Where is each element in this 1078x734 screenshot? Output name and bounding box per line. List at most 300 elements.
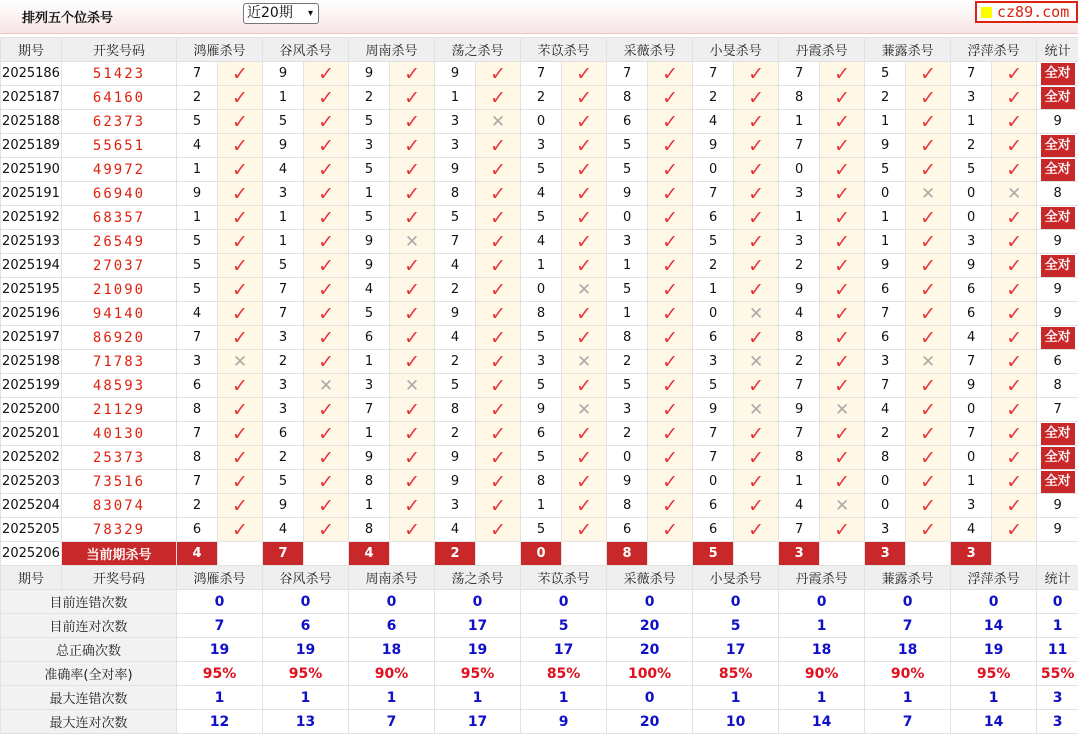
- check-icon: ✓: [218, 110, 263, 134]
- check-icon: ✓: [390, 110, 435, 134]
- check-icon: ✓: [390, 206, 435, 230]
- check-icon: ✓: [476, 494, 521, 518]
- stats-total: 55%: [1037, 662, 1078, 686]
- current-kill-number: 0: [521, 542, 562, 566]
- kill-number-cell: 5: [693, 230, 734, 254]
- check-icon: ✓: [648, 350, 693, 374]
- check-icon: ✓: [648, 182, 693, 206]
- check-icon: ✓: [992, 494, 1037, 518]
- chevron-down-icon: ▾: [308, 4, 313, 23]
- check-icon: ✓: [820, 158, 865, 182]
- stats-value: 1: [779, 614, 865, 638]
- col-header-expert[interactable]: 谷风杀号: [263, 566, 349, 590]
- all-correct-badge: 全对: [1041, 135, 1075, 157]
- kill-number-cell: 9: [349, 230, 390, 254]
- check-icon: ✓: [562, 326, 607, 350]
- page-title: 排列五个位杀号: [22, 7, 113, 26]
- kill-number-cell: 3: [779, 182, 820, 206]
- stats-value: 7: [865, 710, 951, 734]
- kill-number-cell: 2: [263, 350, 304, 374]
- stats-value: 95%: [177, 662, 263, 686]
- check-icon: ✓: [390, 398, 435, 422]
- kill-number-cell: 6: [349, 326, 390, 350]
- draw-number-cell: 55651: [62, 134, 177, 158]
- check-icon: ✓: [992, 518, 1037, 542]
- kill-number-cell: 7: [951, 62, 992, 86]
- check-icon: ✓: [562, 62, 607, 86]
- kill-number-cell: 6: [263, 422, 304, 446]
- table-row: [1, 350, 1078, 374]
- kill-number-cell: 2: [607, 350, 648, 374]
- draw-number-cell: 94140: [62, 302, 177, 326]
- check-icon: ✓: [390, 422, 435, 446]
- kill-number-cell: 4: [779, 302, 820, 326]
- check-icon: ✓: [906, 470, 951, 494]
- stats-value: 5: [521, 614, 607, 638]
- check-icon: ✓: [734, 134, 779, 158]
- site-logo[interactable]: [975, 1, 1078, 23]
- kill-number-cell: 2: [435, 422, 476, 446]
- check-icon: ✓: [820, 470, 865, 494]
- col-header-expert[interactable]: 周南杀号: [349, 566, 435, 590]
- issue-cell: 2025188: [1, 110, 62, 134]
- stats-value: 1: [263, 686, 349, 710]
- check-icon: ✓: [562, 302, 607, 326]
- col-header-stat: 统计: [1037, 38, 1078, 62]
- stats-value: 14: [951, 710, 1037, 734]
- col-header-expert[interactable]: 荡之杀号: [435, 566, 521, 590]
- kill-number-cell: 6: [177, 374, 218, 398]
- check-icon: ✓: [992, 206, 1037, 230]
- check-icon: ✓: [734, 62, 779, 86]
- check-icon: ✓: [648, 326, 693, 350]
- kill-number-cell: 7: [177, 422, 218, 446]
- check-icon: ✓: [218, 182, 263, 206]
- kill-number-cell: 9: [779, 398, 820, 422]
- col-header-expert[interactable]: 周南杀号: [349, 38, 435, 62]
- issue-cell: 2025187: [1, 86, 62, 110]
- kill-number-cell: 5: [607, 134, 648, 158]
- issue-cell: 2025190: [1, 158, 62, 182]
- blank-cell: [906, 542, 951, 566]
- check-icon: ✓: [304, 350, 349, 374]
- check-icon: ✓: [734, 254, 779, 278]
- cross-icon: ✕: [390, 230, 435, 254]
- issue-cell: 2025199: [1, 374, 62, 398]
- check-icon: ✓: [820, 182, 865, 206]
- kill-number-cell: 2: [435, 350, 476, 374]
- col-header-expert[interactable]: 谷风杀号: [263, 38, 349, 62]
- stats-value: 18: [865, 638, 951, 662]
- cross-icon: ✕: [734, 350, 779, 374]
- col-header-expert[interactable]: 采薇杀号: [607, 566, 693, 590]
- current-kill-number: 5: [693, 542, 734, 566]
- check-icon: ✓: [734, 470, 779, 494]
- stats-value: 6: [349, 614, 435, 638]
- all-correct-badge: 全对: [1041, 159, 1075, 181]
- col-header-expert[interactable]: 鸿雁杀号: [177, 566, 263, 590]
- stats-row: [1, 710, 1078, 734]
- issue-cell: 2025196: [1, 302, 62, 326]
- check-icon: ✓: [476, 470, 521, 494]
- all-correct-badge: 全对: [1041, 255, 1075, 277]
- kill-number-cell: 2: [521, 86, 562, 110]
- cross-icon: ✕: [906, 182, 951, 206]
- kill-number-cell: 5: [349, 206, 390, 230]
- stats-value: 7: [865, 614, 951, 638]
- stats-value: 10: [693, 710, 779, 734]
- check-icon: ✓: [304, 278, 349, 302]
- check-icon: ✓: [648, 86, 693, 110]
- check-icon: ✓: [734, 278, 779, 302]
- stat-cell: 9: [1037, 278, 1078, 302]
- stats-value: 95%: [435, 662, 521, 686]
- col-header-expert[interactable]: 蒹露杀号: [865, 38, 951, 62]
- kill-number-cell: 7: [177, 326, 218, 350]
- check-icon: ✓: [820, 518, 865, 542]
- draw-number-cell: 25373: [62, 446, 177, 470]
- check-icon: ✓: [992, 86, 1037, 110]
- kill-number-cell: 7: [177, 470, 218, 494]
- kill-number-cell: 2: [177, 494, 218, 518]
- check-icon: ✓: [562, 518, 607, 542]
- kill-number-cell: 7: [263, 278, 304, 302]
- kill-number-cell: 4: [521, 182, 562, 206]
- all-correct-badge: 全对: [1041, 207, 1075, 229]
- kill-number-cell: 7: [693, 62, 734, 86]
- check-icon: ✓: [218, 158, 263, 182]
- stats-value: 20: [607, 710, 693, 734]
- kill-number-cell: 9: [607, 470, 648, 494]
- kill-number-cell: 4: [951, 518, 992, 542]
- check-icon: ✓: [304, 302, 349, 326]
- kill-number-cell: 1: [435, 86, 476, 110]
- stats-label: 总正确次数: [1, 638, 177, 662]
- table-row: [1, 398, 1078, 422]
- top-bar: [0, 0, 1078, 34]
- draw-number-cell: 40130: [62, 422, 177, 446]
- stats-row: [1, 614, 1078, 638]
- kill-number-cell: 2: [263, 446, 304, 470]
- all-correct-badge: 全对: [1041, 327, 1075, 349]
- kill-number-cell: 7: [865, 302, 906, 326]
- check-icon: ✓: [218, 446, 263, 470]
- kill-number-cell: 0: [521, 110, 562, 134]
- kill-number-cell: 8: [521, 302, 562, 326]
- kill-number-cell: 3: [865, 350, 906, 374]
- stats-value: 85%: [693, 662, 779, 686]
- kill-number-cell: 7: [349, 398, 390, 422]
- stats-value: 14: [779, 710, 865, 734]
- kill-number-cell: 0: [693, 470, 734, 494]
- stats-value: 0: [349, 590, 435, 614]
- stats-value: 17: [435, 710, 521, 734]
- kill-number-cell: 0: [865, 470, 906, 494]
- cross-icon: ✕: [734, 302, 779, 326]
- kill-number-cell: 4: [865, 398, 906, 422]
- check-icon: ✓: [390, 182, 435, 206]
- kill-number-cell: 9: [693, 398, 734, 422]
- kill-number-cell: 5: [521, 158, 562, 182]
- kill-number-cell: 1: [263, 230, 304, 254]
- check-icon: ✓: [992, 470, 1037, 494]
- draw-number-cell: 78329: [62, 518, 177, 542]
- kill-number-cell: 4: [177, 302, 218, 326]
- kill-number-cell: 2: [435, 278, 476, 302]
- blank-cell: [734, 542, 779, 566]
- kill-number-cell: 1: [521, 494, 562, 518]
- table-row: [1, 62, 1078, 86]
- check-icon: ✓: [218, 230, 263, 254]
- stats-value: 0: [435, 590, 521, 614]
- col-header-expert[interactable]: 丹霞杀号: [779, 38, 865, 62]
- col-header-expert[interactable]: 小旻杀号: [693, 38, 779, 62]
- check-icon: ✓: [562, 158, 607, 182]
- check-icon: ✓: [304, 86, 349, 110]
- kill-number-cell: 2: [693, 86, 734, 110]
- draw-number-cell: 86920: [62, 326, 177, 350]
- kill-number-cell: 1: [951, 470, 992, 494]
- blank-cell: [390, 542, 435, 566]
- check-icon: ✓: [906, 446, 951, 470]
- check-icon: ✓: [992, 302, 1037, 326]
- kill-number-cell: 4: [263, 158, 304, 182]
- stats-value: 0: [607, 590, 693, 614]
- issue-cell: 2025191: [1, 182, 62, 206]
- issue-cell: 2025193: [1, 230, 62, 254]
- stats-value: 0: [521, 590, 607, 614]
- check-icon: ✓: [648, 422, 693, 446]
- stats-value: 1: [779, 686, 865, 710]
- check-icon: ✓: [906, 302, 951, 326]
- check-icon: ✓: [218, 62, 263, 86]
- check-icon: ✓: [218, 302, 263, 326]
- check-icon: ✓: [390, 518, 435, 542]
- kill-number-cell: 8: [177, 398, 218, 422]
- check-icon: ✓: [906, 278, 951, 302]
- draw-number-cell: 66940: [62, 182, 177, 206]
- kill-number-cell: 6: [607, 518, 648, 542]
- blank-cell: [820, 542, 865, 566]
- header-row: [1, 566, 1078, 590]
- col-header-expert[interactable]: 蒹露杀号: [865, 566, 951, 590]
- kill-number-cell: 0: [607, 206, 648, 230]
- kill-number-cell: 1: [951, 110, 992, 134]
- col-header-expert[interactable]: 芣苡杀号: [521, 38, 607, 62]
- draw-number-cell: 21090: [62, 278, 177, 302]
- check-icon: ✓: [992, 446, 1037, 470]
- kill-number-cell: 2: [951, 134, 992, 158]
- kill-number-cell: 8: [779, 326, 820, 350]
- check-icon: ✓: [562, 134, 607, 158]
- stat-cell: [1037, 206, 1078, 230]
- check-icon: ✓: [562, 206, 607, 230]
- table-row: [1, 494, 1078, 518]
- kill-number-cell: 4: [779, 494, 820, 518]
- check-icon: ✓: [906, 398, 951, 422]
- stats-value: 13: [263, 710, 349, 734]
- kill-number-cell: 8: [177, 446, 218, 470]
- check-icon: ✓: [992, 422, 1037, 446]
- issue-cell: 2025200: [1, 398, 62, 422]
- draw-number-cell: 26549: [62, 230, 177, 254]
- all-correct-badge: 全对: [1041, 87, 1075, 109]
- table-row: [1, 86, 1078, 110]
- current-kill-number: 8: [607, 542, 648, 566]
- check-icon: ✓: [304, 254, 349, 278]
- kill-number-cell: 4: [177, 134, 218, 158]
- check-icon: ✓: [648, 134, 693, 158]
- kill-number-cell: 8: [349, 470, 390, 494]
- check-icon: ✓: [992, 254, 1037, 278]
- stats-row: [1, 662, 1078, 686]
- issue-cell: 2025203: [1, 470, 62, 494]
- check-icon: ✓: [820, 278, 865, 302]
- blank-cell: [1037, 542, 1078, 566]
- stats-value: 1: [521, 686, 607, 710]
- stat-cell: [1037, 254, 1078, 278]
- check-icon: ✓: [476, 326, 521, 350]
- col-header-expert[interactable]: 小旻杀号: [693, 566, 779, 590]
- col-header-issue: 期号: [1, 38, 62, 62]
- issue-cell: 2025186: [1, 62, 62, 86]
- kill-number-cell: 3: [435, 134, 476, 158]
- stats-value: 1: [177, 686, 263, 710]
- check-icon: ✓: [734, 518, 779, 542]
- check-icon: ✓: [992, 350, 1037, 374]
- kill-number-cell: 7: [435, 230, 476, 254]
- issue-cell: 2025192: [1, 206, 62, 230]
- check-icon: ✓: [304, 518, 349, 542]
- kill-number-cell: 1: [349, 182, 390, 206]
- cross-icon: ✕: [562, 398, 607, 422]
- col-header-expert[interactable]: 鸿雁杀号: [177, 38, 263, 62]
- check-icon: ✓: [218, 326, 263, 350]
- stat-cell: [1037, 326, 1078, 350]
- cross-icon: ✕: [304, 374, 349, 398]
- kill-number-cell: 0: [951, 206, 992, 230]
- check-icon: ✓: [390, 62, 435, 86]
- kill-number-cell: 5: [177, 110, 218, 134]
- check-icon: ✓: [476, 134, 521, 158]
- kill-number-cell: 4: [349, 278, 390, 302]
- stats-label: 目前连错次数: [1, 590, 177, 614]
- check-icon: ✓: [906, 158, 951, 182]
- check-icon: ✓: [734, 206, 779, 230]
- check-icon: ✓: [304, 398, 349, 422]
- check-icon: ✓: [562, 182, 607, 206]
- check-icon: ✓: [476, 302, 521, 326]
- check-icon: ✓: [562, 422, 607, 446]
- stats-label: 最大连错次数: [1, 686, 177, 710]
- kill-number-cell: 5: [521, 518, 562, 542]
- kill-number-cell: 3: [607, 398, 648, 422]
- check-icon: ✓: [390, 254, 435, 278]
- kill-number-cell: 5: [263, 254, 304, 278]
- check-icon: ✓: [304, 470, 349, 494]
- kill-number-cell: 7: [779, 134, 820, 158]
- kill-number-cell: 2: [607, 422, 648, 446]
- col-header-expert[interactable]: 芣苡杀号: [521, 566, 607, 590]
- kill-number-cell: 7: [521, 62, 562, 86]
- cross-icon: ✕: [390, 374, 435, 398]
- check-icon: ✓: [562, 254, 607, 278]
- kill-number-cell: 4: [263, 518, 304, 542]
- issue-cell: 2025198: [1, 350, 62, 374]
- stats-value: 90%: [349, 662, 435, 686]
- check-icon: ✓: [648, 62, 693, 86]
- stats-value: 19: [951, 638, 1037, 662]
- kill-number-cell: 0: [951, 446, 992, 470]
- kill-number-cell: 2: [779, 254, 820, 278]
- check-icon: ✓: [562, 110, 607, 134]
- cross-icon: ✕: [476, 110, 521, 134]
- stats-value: 6: [263, 614, 349, 638]
- check-icon: ✓: [992, 230, 1037, 254]
- stats-value: 17: [693, 638, 779, 662]
- check-icon: ✓: [218, 470, 263, 494]
- kill-number-cell: 8: [865, 446, 906, 470]
- check-icon: ✓: [648, 254, 693, 278]
- check-icon: ✓: [304, 326, 349, 350]
- col-header-expert[interactable]: 丹霞杀号: [779, 566, 865, 590]
- check-icon: ✓: [476, 182, 521, 206]
- kill-number-cell: 7: [177, 62, 218, 86]
- kill-number-cell: 9: [177, 182, 218, 206]
- issue-cell: 2025201: [1, 422, 62, 446]
- check-icon: ✓: [992, 374, 1037, 398]
- period-select[interactable]: [243, 3, 319, 24]
- kill-number-cell: 1: [263, 86, 304, 110]
- table-row: [1, 518, 1078, 542]
- stat-cell: 7: [1037, 398, 1078, 422]
- check-icon: ✓: [390, 158, 435, 182]
- kill-number-cell: 1: [607, 254, 648, 278]
- kill-number-cell: 3: [693, 350, 734, 374]
- check-icon: ✓: [734, 182, 779, 206]
- draw-number-cell: 73516: [62, 470, 177, 494]
- kill-number-cell: 7: [693, 446, 734, 470]
- col-header-expert[interactable]: 荡之杀号: [435, 38, 521, 62]
- table-row: [1, 446, 1078, 470]
- all-correct-badge: 全对: [1041, 423, 1075, 445]
- kill-number-cell: 1: [521, 254, 562, 278]
- col-header-expert[interactable]: 浮萍杀号: [951, 566, 1037, 590]
- kill-number-cell: 9: [349, 62, 390, 86]
- stats-total: 0: [1037, 590, 1078, 614]
- kill-number-cell: 3: [951, 494, 992, 518]
- col-header-expert[interactable]: 采薇杀号: [607, 38, 693, 62]
- current-issue-cell: 2025206: [1, 542, 62, 566]
- kill-number-cell: 0: [693, 158, 734, 182]
- stats-value: 12: [177, 710, 263, 734]
- kill-number-cell: 6: [693, 494, 734, 518]
- check-icon: ✓: [992, 110, 1037, 134]
- check-icon: ✓: [820, 206, 865, 230]
- check-icon: ✓: [304, 494, 349, 518]
- kill-number-cell: 9: [435, 158, 476, 182]
- all-correct-badge: 全对: [1041, 447, 1075, 469]
- kill-number-cell: 1: [865, 230, 906, 254]
- table-row: [1, 254, 1078, 278]
- table-row: [1, 422, 1078, 446]
- kill-number-cell: 3: [521, 350, 562, 374]
- kill-number-cell: 9: [349, 446, 390, 470]
- check-icon: ✓: [820, 422, 865, 446]
- col-header-expert[interactable]: 浮萍杀号: [951, 38, 1037, 62]
- kill-number-cell: 9: [951, 254, 992, 278]
- kill-number-cell: 3: [263, 374, 304, 398]
